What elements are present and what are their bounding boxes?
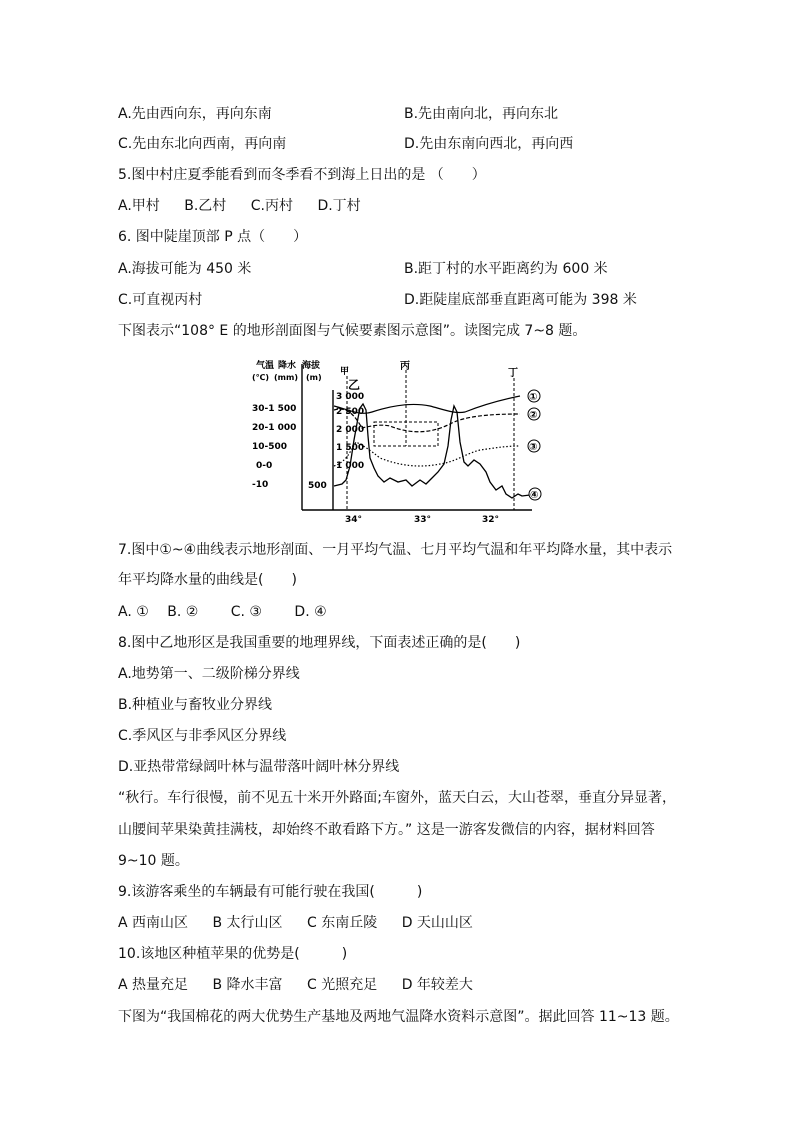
q5-options	[118, 196, 381, 216]
q10-options	[118, 975, 493, 995]
profile-climate-figure	[250, 354, 550, 522]
intro-11-13: 下图为“我国棉花的两大优势生产基地及两地气温降水资料示意图”。据此回答 11~13 题。	[118, 1009, 679, 1025]
place-jia: 甲	[340, 367, 350, 377]
q5-option-b: B.乙村	[184, 198, 227, 214]
head-temp: 气温	[256, 361, 275, 371]
alt-tick-2500: 2 500	[336, 407, 365, 417]
curve-label-2: ②	[529, 410, 538, 421]
q6-option-b: B.距丁村的水平距离约为 600 米	[404, 261, 608, 277]
q8-option-c: C.季风区与非季风区分界线	[118, 728, 287, 744]
q7-stem-line2: 年平均降水量的曲线是( )	[118, 572, 297, 588]
left-tick-10: 10-500	[252, 442, 288, 452]
place-bing: 丙	[400, 361, 410, 372]
q10-stem: 10.该地区种植苹果的优势是( )	[118, 946, 348, 962]
q5-option-a: A.甲村	[118, 198, 160, 214]
q8-option-d: D.亚热带常绿阔叶林与温带落叶阔叶林分界线	[118, 759, 400, 775]
q9-option-d: D 天山山区	[401, 915, 473, 931]
unit-temp: (℃)	[252, 373, 269, 382]
q9-option-a: A 西南山区	[118, 915, 189, 931]
head-alt: 海拔	[302, 361, 321, 371]
q5-option-d: D.丁村	[317, 198, 361, 214]
q10-option-d: D 年较差大	[401, 977, 473, 993]
q7-stem-line1: 7.图中①~④曲线表示地形剖面、一月平均气温、七月平均气温和年平均降水量，其中表示	[118, 542, 673, 558]
left-tick-30: 30-1 500	[252, 404, 297, 414]
unit-precip: (mm)	[274, 373, 298, 382]
q9-option-b: B 太行山区	[212, 915, 283, 931]
material-line3: 9~10 题。	[118, 853, 189, 869]
q4-option-c: C.先由东北向西南，再向南	[118, 136, 287, 152]
q10-option-b: B 降水丰富	[212, 977, 283, 993]
q10-option-c: C 光照充足	[307, 977, 378, 993]
q9-options	[118, 913, 493, 933]
q6-option-c: C.可直视丙村	[118, 292, 203, 308]
q8-option-b: B.种植业与畜牧业分界线	[118, 697, 273, 713]
unit-alt: (m)	[306, 373, 322, 382]
q4-option-b: B.先由南向北，再向东北	[404, 106, 559, 122]
intro-7-8: 下图表示“108° E 的地形剖面图与气候要素图示意图”。读图完成 7~8 题。	[118, 323, 587, 339]
left-tick-20: 20-1 000	[252, 423, 297, 433]
alt-tick-3000: 3 000	[336, 392, 365, 402]
alt-tick-500: 500	[308, 481, 327, 491]
x-tick-34: 34°	[345, 515, 363, 522]
head-precip: 降水	[278, 361, 297, 371]
curve-label-1: ①	[529, 392, 538, 403]
material-line1: “秋行。车行很慢，前不见五十米开外路面;车窗外，蓝天白云，大山苍翠，垂直分异显著，	[118, 790, 676, 806]
q8-stem: 8.图中乙地形区是我国重要的地理界线，下面表述正确的是( )	[118, 635, 521, 651]
place-ding: 丁	[508, 368, 518, 379]
place-yi: 乙	[348, 378, 361, 392]
q9-option-c: C 东南丘陵	[307, 915, 378, 931]
left-tick-minus10: -10	[252, 480, 269, 490]
q8-option-a: A.地势第一、二级阶梯分界线	[118, 666, 300, 682]
material-line2: 山腰间苹果染黄挂满枝，却始终不敢看路下方。” 这是一游客发微信的内容，据材料回答	[118, 822, 655, 838]
alt-tick-1000: 1 000	[336, 461, 365, 471]
left-tick-0: 0-0	[256, 461, 273, 471]
alt-tick-1500: 1 500	[336, 443, 365, 453]
q4-option-a: A.先由西向东，再向东南	[118, 106, 272, 122]
q9-stem: 9.该游客乘坐的车辆最有可能行驶在我国( )	[118, 884, 423, 900]
q5-stem: 5.图中村庄夏季能看到而冬季看不到海上日出的是 （ ）	[118, 167, 486, 183]
alt-tick-2000: 2 000	[336, 425, 365, 435]
q4-option-d: D.先由东南向西北，再向西	[404, 136, 574, 152]
q7-options: A. ① B. ② C. ③ D. ④	[118, 604, 327, 620]
q6-option-a: A.海拔可能为 450 米	[118, 261, 252, 277]
q5-option-c: C.丙村	[250, 198, 293, 214]
curve-label-4: ④	[530, 490, 539, 501]
q6-option-d: D.距陡崖底部垂直距离可能为 398 米	[404, 292, 637, 308]
x-tick-33: 33°	[414, 515, 432, 522]
q10-option-a: A 热量充足	[118, 977, 189, 993]
curve-label-3: ③	[529, 442, 538, 453]
x-tick-32: 32°	[482, 515, 500, 522]
q6-stem: 6. 图中陡崖顶部 P 点（ ）	[118, 229, 308, 245]
